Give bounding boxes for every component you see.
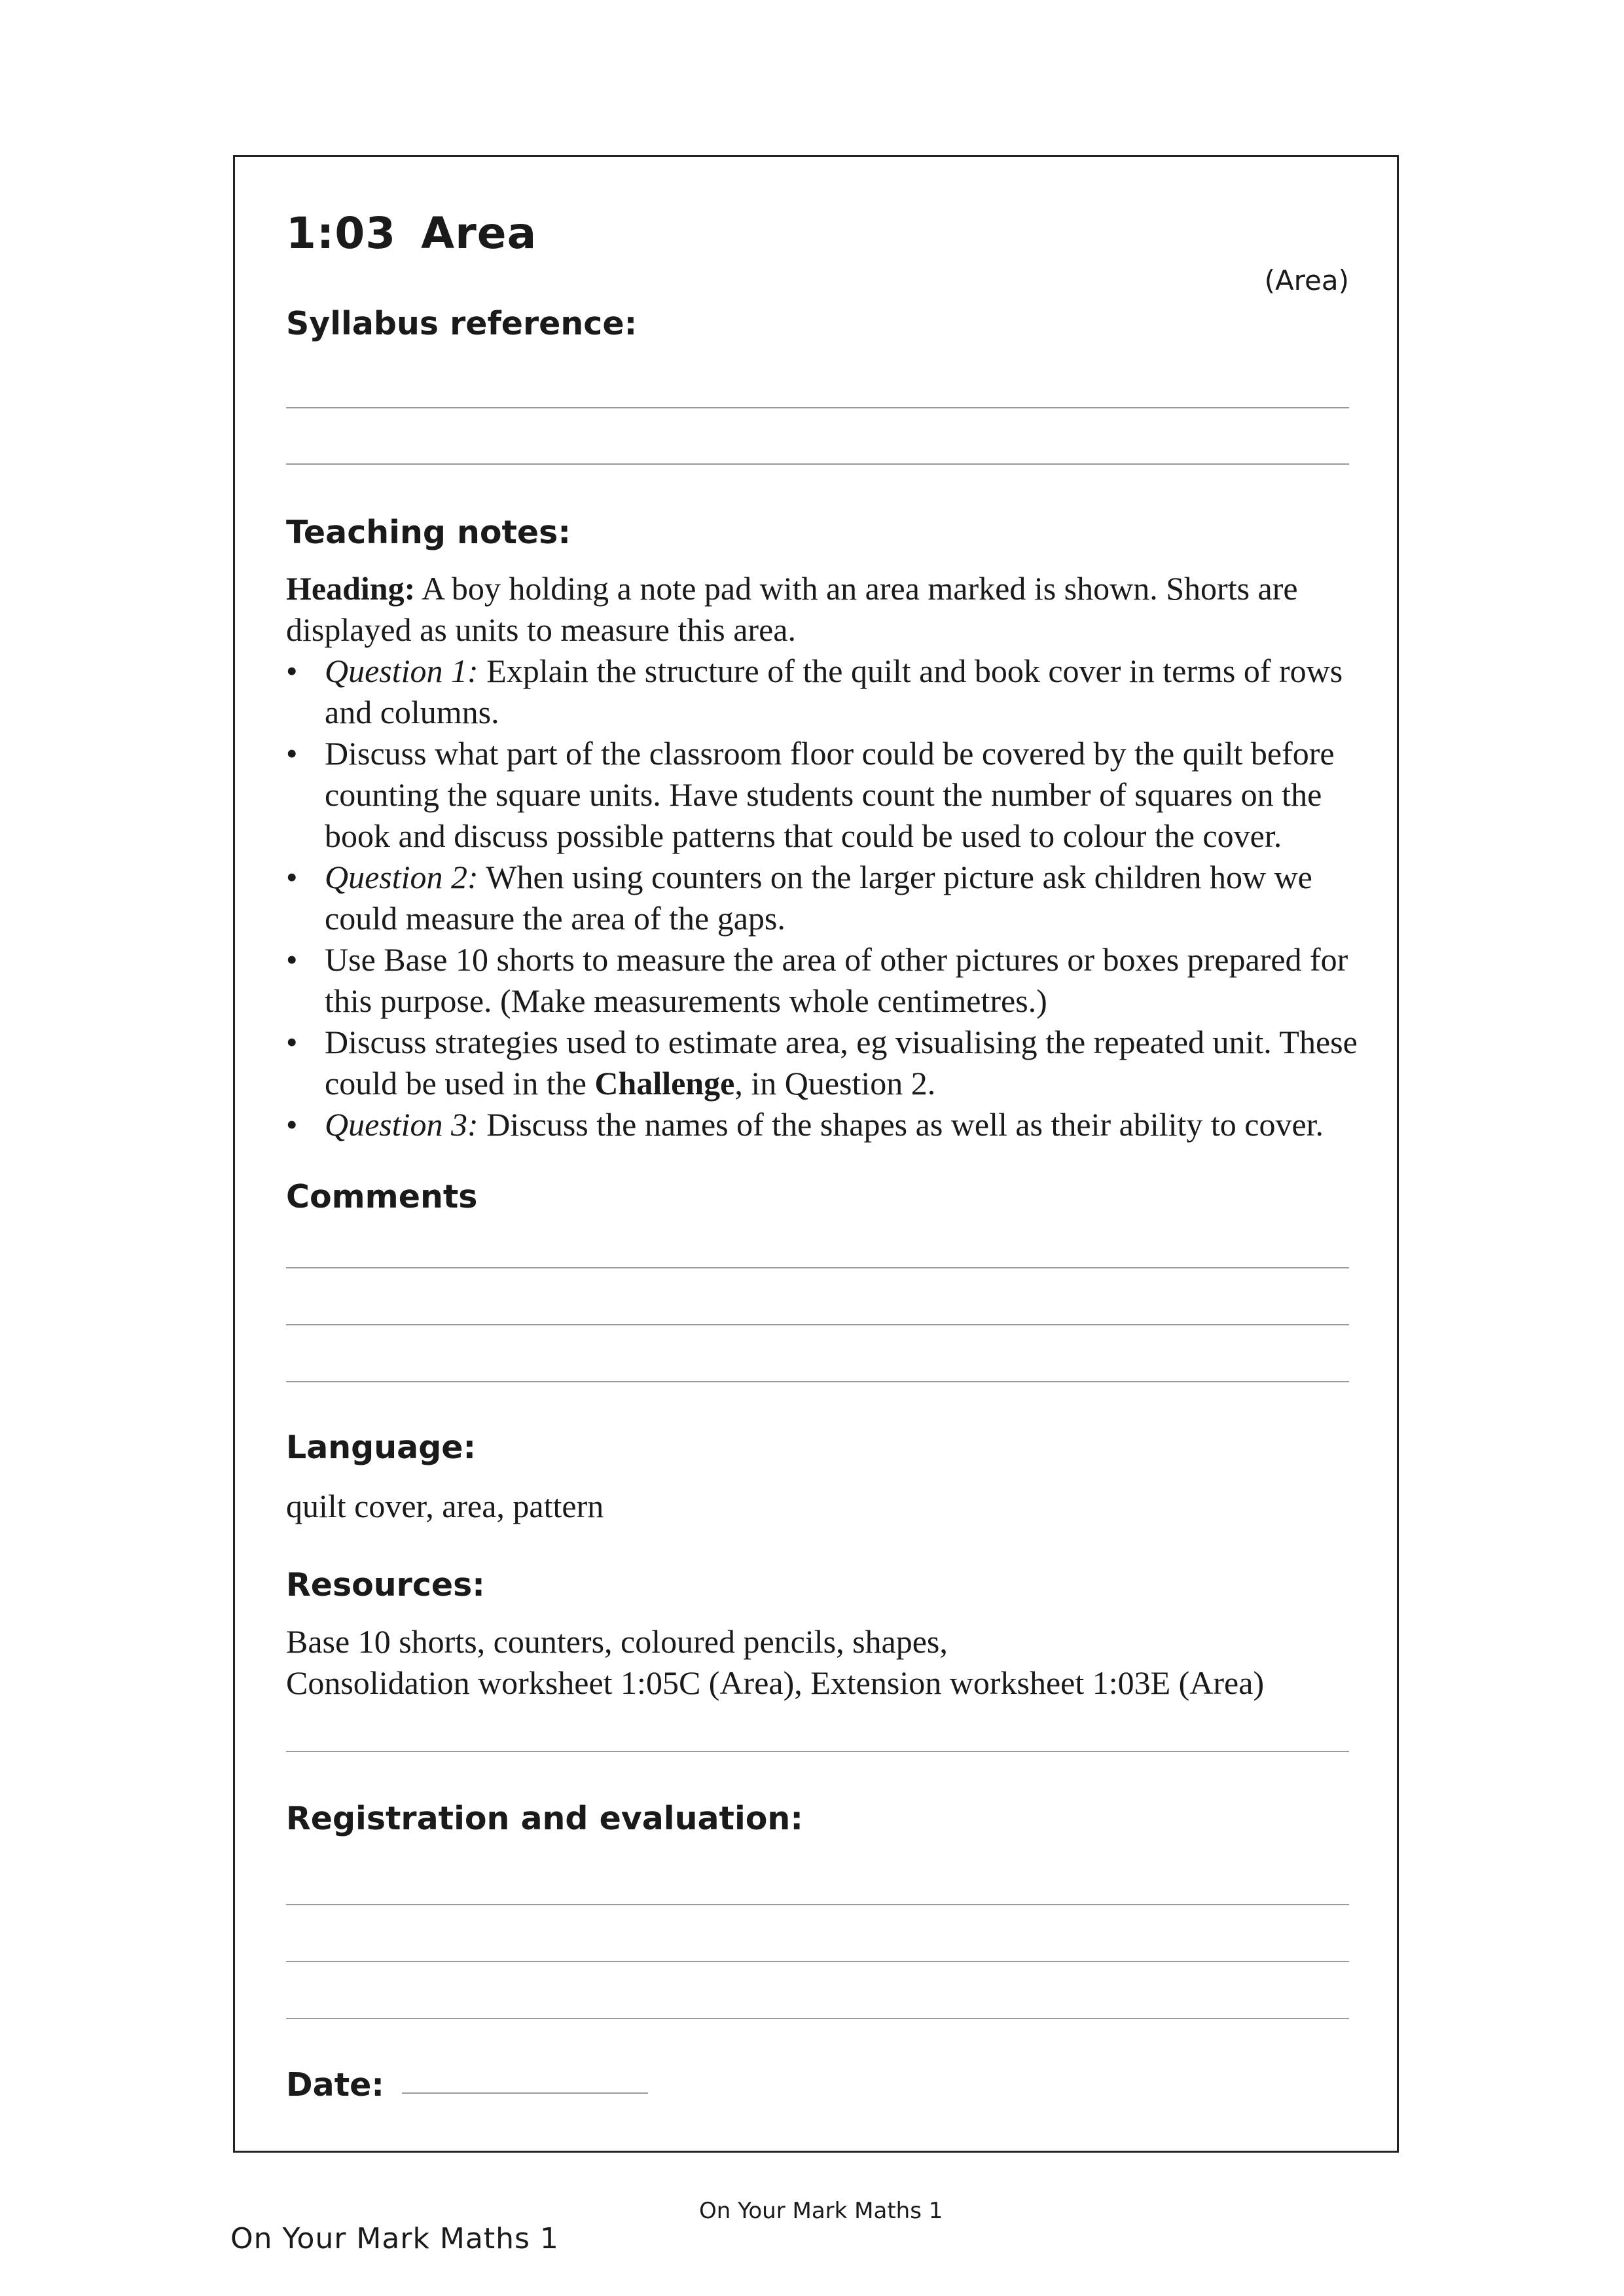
intro-label: Heading: [286,570,416,607]
comments-heading: Comments [286,1178,478,1215]
intro-text: A boy holding a note pad with an area marked is shown. Shorts are displayed as units to measure this area. [286,570,1298,648]
registration-line-3[interactable] [286,2018,1349,2019]
resources-line-2: Consolidation worksheet 1:05C (Area), Extension worksheet 1:03E (Area) [286,1664,1265,1701]
strand-label: (Area) [1264,264,1349,296]
resources-line-1: Base 10 shorts, counters, coloured pencils, shapes, [286,1623,948,1660]
language-heading: Language: [286,1429,477,1466]
syllabus-line-2[interactable] [286,463,1349,465]
list-item [286,733,1360,857]
list-item [286,651,1360,733]
list-item-text: Discuss strategies used to estimate area, eg visualising the repeated unit. These could be used in the [325,1024,1358,1102]
date-field[interactable] [402,2092,648,2094]
language-text: quilt cover, area, pattern [286,1488,604,1524]
footer-left: On Your Mark Maths 1 [230,2222,559,2255]
list-item-text: Discuss the names of the shapes as well as their ability to cover. [478,1106,1324,1143]
comments-line-1[interactable] [286,1267,1349,1268]
resources-heading: Resources: [286,1566,485,1604]
teaching-notes-heading: Teaching notes: [286,514,571,551]
lesson-title [286,208,537,259]
question-label: Question 1: [325,653,478,689]
list-item-text: Explain the structure of the quilt and book cover in terms of rows and columns. [325,653,1343,730]
list-item-text: Discuss what part of the classroom floor could be covered by the quilt before counting the square units. Have students count the number of squares on the book and discuss possible patterns that could be used to colour the cover. [325,735,1335,854]
teaching-notes-list [286,651,1360,1145]
registration-line-2[interactable] [286,1961,1349,1962]
footer-center: On Your Mark Maths 1 [699,2198,943,2224]
list-item [286,939,1360,1022]
resources-line[interactable] [286,1751,1349,1752]
list-item [286,857,1360,939]
list-item-text: When using counters on the larger picture ask children how we could measure the area of the gaps. [325,859,1312,937]
comments-line-3[interactable] [286,1381,1349,1382]
teaching-notes-intro [286,568,1360,651]
syllabus-line-1[interactable] [286,407,1349,408]
resources-text [286,1621,1360,1704]
challenge-label: Challenge [594,1065,735,1102]
teaching-notes-body [286,568,1360,1145]
list-item [286,1104,1360,1145]
list-item [286,1022,1360,1104]
registration-heading: Registration and evaluation: [286,1800,803,1837]
list-item-text: Use Base 10 shorts to measure the area of other pictures or boxes prepared for this purpose. (Make measurements whole centimetres.) [325,941,1348,1019]
registration-line-1[interactable] [286,1904,1349,1905]
comments-line-2[interactable] [286,1324,1349,1325]
question-label: Question 2: [325,859,478,895]
date-label: Date: [286,2066,384,2104]
lesson-number: 1:03 [286,208,397,259]
list-item-text: , in Question 2. [734,1065,936,1102]
question-label: Question 3: [325,1106,478,1143]
syllabus-heading: Syllabus reference: [286,305,638,342]
page-frame [233,155,1399,2153]
lesson-title-text: Area [421,208,537,259]
